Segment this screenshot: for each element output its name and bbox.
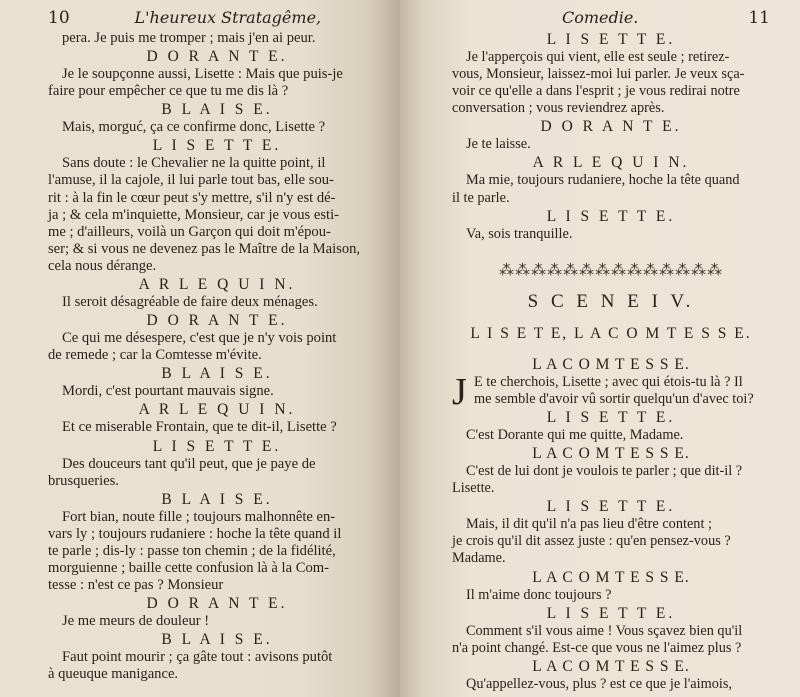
- speaker-name: L I S E T T E.: [546, 498, 676, 516]
- text-line: Je te laisse.: [466, 136, 531, 153]
- running-header: [48, 8, 386, 30]
- right-page-body-top: [452, 30, 770, 243]
- text-line: conversation ; vous reviendrez après.: [452, 100, 665, 117]
- text-line: cela nous dérange.: [48, 257, 157, 274]
- text-line: vars ly ; toujours rudaniere : hoche la tête quand il: [48, 525, 342, 542]
- text-line: Sans doute : le Chevalier ne la quitte point, il: [62, 155, 326, 172]
- speaker-name: L I S E T T E.: [546, 31, 676, 48]
- text-line: faire pour empêcher ce que tu me dis là ?: [48, 83, 289, 100]
- text-line: Madame.: [452, 550, 506, 567]
- scene-title: S C E N E I V.: [527, 290, 695, 312]
- speaker-name: A R L E Q U I N.: [138, 401, 296, 419]
- speaker-name: L A C O M T E S S E.: [532, 445, 690, 463]
- speaker-name: B L A I S E.: [161, 101, 273, 119]
- text-line: Ce qui me désespere, c'est que je n'y vois point: [62, 330, 337, 347]
- text-line: C'est Dorante qui me quitte, Madame.: [466, 426, 684, 443]
- text-line: n'a point changé. Est-ce que vous ne l'aimez plus ?: [452, 639, 742, 656]
- text-line: E te cherchois, Lisette ; avec qui étois-tu là ? Il: [474, 373, 743, 390]
- page-number: 11: [748, 8, 770, 28]
- running-title: L'heureux Stratagême,: [134, 8, 322, 27]
- running-title: Comedie.: [561, 8, 639, 27]
- text-line: Mais, morguć, ça ce confirme donc, Lisette ?: [62, 119, 326, 136]
- text-line: pera. Je puis me tromper ; mais j'en ai peur.: [62, 30, 316, 46]
- text-line: morguienne ; baille cette confusion là à la Com-: [48, 559, 329, 576]
- text-line: vous, Monsieur, laissez-moi lui parler. Je veux sça-: [452, 66, 745, 83]
- speaker-name: L A C O M T E S S E.: [532, 568, 690, 586]
- speaker-name: A R L E Q U I N.: [532, 154, 690, 172]
- text-line: ja ; & cela m'inquiette, Monsieur, car je vous esti-: [48, 206, 339, 223]
- speaker-name: D O R A N T E.: [146, 48, 288, 66]
- text-line: Je le soupçonne aussi, Lisette : Mais que puis-je: [62, 66, 343, 83]
- left-page-body: [48, 30, 386, 683]
- text-line: Mais, il dit qu'il n'a pas lieu d'être content ;: [466, 516, 712, 533]
- running-header: [452, 8, 770, 30]
- text-line: Je me meurs de douleur !: [62, 613, 210, 630]
- speaker-name: D O R A N T E.: [540, 118, 682, 136]
- text-line: C'est de lui dont je voulois te parler ; que dit-il ?: [466, 463, 743, 480]
- text-line: Va, sois tranquille.: [466, 225, 573, 242]
- speaker-name: B L A I S E.: [161, 490, 273, 508]
- text-line: Je l'apperçois qui vient, elle est seule ; retirez-: [466, 49, 730, 65]
- speaker-name: B L A I S E.: [161, 631, 273, 649]
- text-line: l'amuse, il la cajole, il lui parle tout bas, elle sou-: [48, 172, 334, 189]
- right-page: [400, 0, 800, 697]
- scene-characters: L I S E T E, L A C O M T E S S E.: [470, 324, 752, 342]
- text-line: voir ce qu'elle a dans l'esprit ; je vous redirai notre: [452, 83, 740, 100]
- text-line: me semble d'avoir vû sortir quelqu'un d'avec toi?: [474, 390, 754, 407]
- right-page-body-bottom: [452, 408, 770, 693]
- text-line: Fort bian, noute fille ; toujours malhonnête en-: [62, 508, 336, 525]
- speaker-name: L I S E T T E.: [152, 437, 282, 455]
- speaker-name: L A C O M T E S S E.: [532, 355, 690, 373]
- text-line: rit : à la fin le cœur peut s'y mettre, s'il n'y est dé-: [48, 189, 336, 206]
- speaker-name: L I S E T T E.: [546, 408, 676, 426]
- text-line: Il m'aime donc toujours ?: [466, 586, 612, 603]
- speaker-name: L I S E T T E.: [546, 604, 676, 622]
- text-line: tesse : n'est ce pas ? Monsieur: [48, 577, 224, 594]
- text-line: Lisette.: [452, 480, 495, 497]
- text-line: je crois qu'il dit assez juste : qu'en pensez-vous ?: [452, 533, 731, 550]
- text-line: de remede ; car la Comtesse m'évite.: [48, 347, 262, 364]
- ornament-divider: ⁂⁂⁂⁂⁂⁂⁂⁂⁂⁂⁂⁂⁂⁂: [499, 260, 723, 279]
- text-line: Ma mie, toujours rudaniere, hoche la tête quand: [466, 172, 740, 189]
- speaker-name: L A C O M T E S S E.: [532, 657, 690, 675]
- text-line: Mordi, c'est pourtant mauvais signe.: [62, 383, 274, 400]
- speaker-name: D O R A N T E.: [146, 312, 288, 330]
- dropcap-paragraph: [452, 370, 770, 413]
- speaker-name: L I S E T T E.: [152, 137, 282, 155]
- speaker-name: A R L E Q U I N.: [138, 276, 296, 294]
- text-line: Comment s'il vous aime ! Vous sçavez bien qu'il: [466, 622, 743, 639]
- text-line: me ; d'ailleurs, voilà un Garçon qui doit m'épou-: [48, 223, 331, 240]
- text-line: il te parle.: [452, 189, 510, 206]
- text-line: te parle ; dis-ly : passe ton chemin ; de la fidélité,: [48, 542, 336, 559]
- text-line: ser; & si vous ne devenez pas le Maître de la Maison,: [48, 240, 361, 257]
- speaker-name: B L A I S E.: [161, 365, 273, 383]
- speaker-name: D O R A N T E.: [146, 595, 288, 613]
- text-line: Il seroit désagréable de faire deux ménages.: [62, 294, 318, 311]
- text-line: brusqueries.: [48, 472, 119, 489]
- text-line: Faut point mourir ; ça gâte tout : avisons putôt: [62, 649, 333, 666]
- text-line: à queuque manigance.: [48, 666, 179, 683]
- text-line: Des douceurs tant qu'il peut, que je paye de: [62, 455, 316, 472]
- page-number: 10: [48, 8, 70, 28]
- text-line: Qu'appellez-vous, plus ? est ce que je l'aimois,: [466, 675, 732, 692]
- text-line: Et ce miserable Frontain, que te dit-il, Lisette ?: [62, 419, 337, 436]
- speaker-name: L I S E T T E.: [546, 207, 676, 225]
- dropcap-letter: J: [452, 370, 467, 413]
